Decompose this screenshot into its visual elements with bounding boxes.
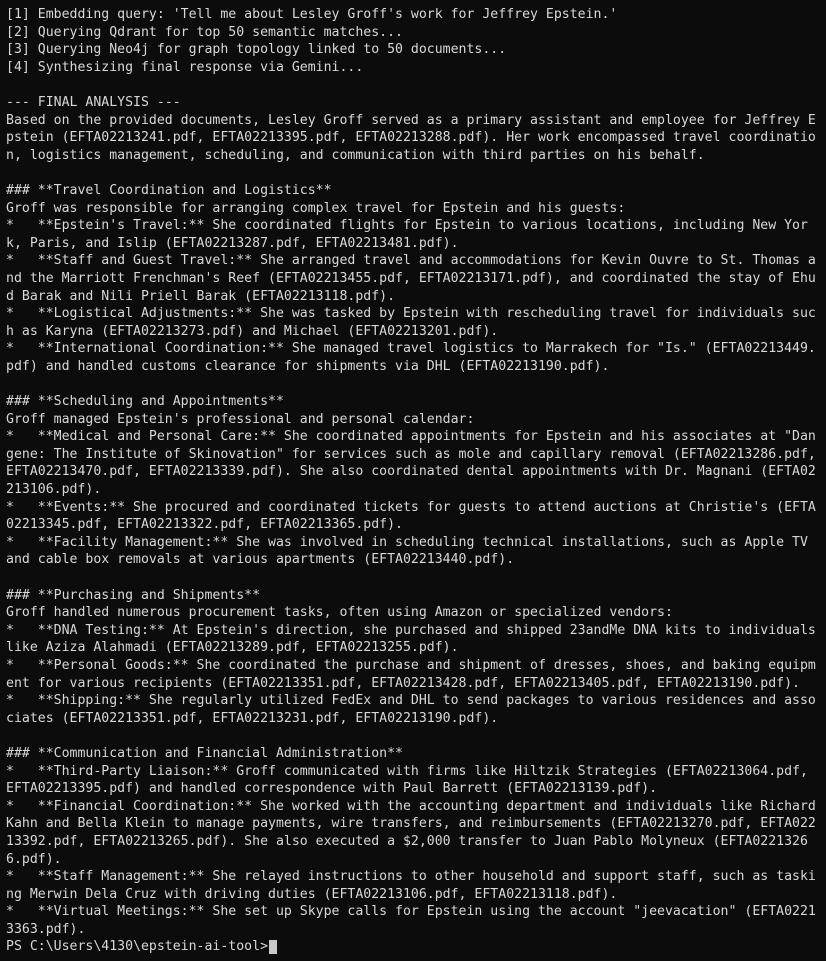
- terminal-line: ### **Communication and Financial Administration**: [6, 745, 403, 761]
- terminal-line: Groff handled numerous procurement tasks, often using Amazon or specialized vendors:: [6, 605, 673, 621]
- terminal-line: * **Events:** She procured and coordinated tickets for guests to attend auctions at Christie's (EFTA02213345.pdf, EFTA02213322.pdf, EFTA02213365.pdf).: [6, 499, 816, 533]
- terminal-line: ### **Purchasing and Shipments**: [6, 587, 261, 603]
- terminal-line: * **International Coordination:** She managed travel logistics to Marrakech for "Is." (EFTA02213449.pdf) and handled customs clearance for shipments via DHL (EFTA02213190.pdf).: [6, 341, 816, 374]
- terminal-line: Groff managed Epstein's professional and personal calendar:: [6, 411, 475, 427]
- terminal-line: * **Third-Party Liaison:** Groff communicated with firms like Hiltzik Strategies (EFTA02213064.pdf, EFTA02213395.pdf) and handled correspondence with Paul Barrett (EFTA02213139.pdf).: [6, 763, 816, 797]
- terminal-line: * **Staff and Guest Travel:** She arranged travel and accommodations for Kevin Ouvre to St. Thomas and the Marriott Frenchman's Reef (EFTA02213455.pdf, EFTA02213171.pdf), and coordinated the stay of Ehud Barak and Nili Priell Barak (EFTA02213118.pdf).: [6, 253, 816, 304]
- terminal-line: Based on the provided documents, Lesley Groff served as a primary assistant and employee for Jeffrey Epstein (EFTA02213241.pdf, EFTA02213395.pdf, EFTA02213288.pdf). Her work encompassed travel coordination, logistics management, scheduling, and communication with third parties on his behalf.: [6, 112, 816, 163]
- terminal-line: --- FINAL ANALYSIS ---: [6, 94, 181, 110]
- terminal-line: * **Logistical Adjustments:** She was tasked by Epstein with rescheduling travel for individuals such as Karyna (EFTA02213273.pdf) and Michael (EFTA02213201.pdf).: [6, 306, 816, 339]
- terminal-line: ### **Travel Coordination and Logistics**: [6, 182, 332, 198]
- terminal-line: [6, 164, 818, 182]
- terminal-line: [4] Synthesizing final response via Gemini...: [6, 59, 364, 75]
- terminal-line: [3] Querying Neo4j for graph topology linked to 50 documents...: [6, 42, 507, 58]
- terminal-line: [2] Querying Qdrant for top 50 semantic matches...: [6, 24, 403, 40]
- text-cursor: [269, 940, 277, 954]
- terminal-line: * **DNA Testing:** At Epstein's direction, she purchased and shipped 23andMe DNA kits to individuals like Aziza Alahmadi (EFTA02213289.pdf, EFTA02213255.pdf).: [6, 622, 824, 656]
- terminal-line: * **Medical and Personal Care:** She coordinated appointments for Epstein and his associates at "Dangene: The Institute of Skinovation" for services such as mole and capillary removal (EFTA02213286.pdf, EFTA02213470.pdf, EFTA02213339.pdf). She also coordinated dental appointments with Dr. Magnani (EFTA02213106.pdf).: [6, 429, 824, 498]
- terminal-line: * **Facility Management:** She was involved in scheduling technical installations, such as Apple TV and cable box removals at various apartments (EFTA02213440.pdf).: [6, 534, 816, 568]
- terminal-line: [1] Embedding query: 'Tell me about Lesley Groff's work for Jeffrey Epstein.': [6, 7, 618, 22]
- terminal-line: ### **Scheduling and Appointments**: [6, 394, 284, 410]
- terminal-prompt[interactable]: PS C:\Users\4130\epstein-ai-tool>: [6, 938, 818, 956]
- terminal-line: * **Virtual Meetings:** She set up Skype calls for Epstein using the account "jeevacation" (EFTA02213363.pdf).: [6, 904, 816, 937]
- terminal-line: [6, 375, 818, 393]
- terminal-line: * **Personal Goods:** She coordinated the purchase and shipment of dresses, shoes, and baking equipment for various recipients (EFTA02213351.pdf, EFTA02213428.pdf, EFTA02213405.pdf, EFTA02213190.pdf).: [6, 657, 816, 691]
- terminal-line: [6, 727, 818, 745]
- terminal-line: Groff was responsible for arranging complex travel for Epstein and his guests:: [6, 200, 626, 216]
- terminal-line: * **Financial Coordination:** She worked with the accounting department and individuals like Richard Kahn and Bella Klein to manage payments, wire transfers, and reimbursements (EFTA02213270.pdf, EFTA02213392.pdf, EFTA02213265.pdf). She also executed a $2,000 transfer to Juan Pablo Molyneux (EFTA02213266.pdf).: [6, 798, 824, 867]
- terminal-line: * **Epstein's Travel:** She coordinated flights for Epstein to various locations, including New York, Paris, and Islip (EFTA02213287.pdf, EFTA02213481.pdf).: [6, 218, 808, 251]
- terminal-line: * **Shipping:** She regularly utilized FedEx and DHL to send packages to various residences and associates (EFTA02213351.pdf, EFTA02213231.pdf, EFTA02213190.pdf).: [6, 693, 816, 726]
- terminal-line: [6, 76, 818, 94]
- terminal-line: [6, 569, 818, 587]
- terminal-line: * **Staff Management:** She relayed instructions to other household and support staff, such as tasking Merwin Dela Cruz with driving duties (EFTA02213106.pdf, EFTA02213118.pdf).: [6, 869, 816, 902]
